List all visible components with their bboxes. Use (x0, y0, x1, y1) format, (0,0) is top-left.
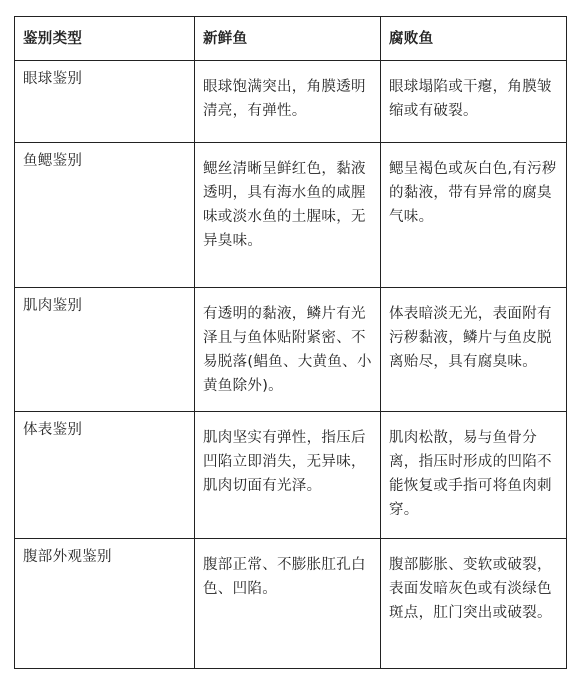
row-fresh-cell: 肌肉坚实有弹性，指压后凹陷立即消失，无异味，肌肉切面有光泽。 (195, 412, 381, 539)
table-row (15, 539, 567, 669)
row-type-cell: 鱼鳃鉴别 (15, 143, 195, 288)
table-row (15, 288, 567, 412)
row-spoiled-cell: 肌肉松散，易与鱼骨分离，指压时形成的凹陷不能恢复或手指可将鱼肉刺穿。 (381, 412, 567, 539)
table-row (15, 143, 567, 288)
table-row (15, 412, 567, 539)
table-row (15, 61, 567, 143)
row-spoiled-cell: 体表暗淡无光，表面附有污秽黏液，鳞片与鱼皮脱离贻尽，具有腐臭味。 (381, 288, 567, 412)
row-type-cell: 体表鉴别 (15, 412, 195, 539)
fish-freshness-table (14, 16, 567, 669)
row-fresh-cell: 腹部正常、不膨胀肛孔白色、凹陷。 (195, 539, 381, 669)
row-fresh-cell: 眼球饱满突出，角膜透明清亮，有弹性。 (195, 61, 381, 143)
row-type-cell: 肌肉鉴别 (15, 288, 195, 412)
row-type-cell: 腹部外观鉴别 (15, 539, 195, 669)
row-fresh-cell: 有透明的黏液，鳞片有光泽且与鱼体贴附紧密、不易脱落(鲳鱼、大黄鱼、小黄鱼除外)。 (195, 288, 381, 412)
row-fresh-cell: 鳃丝清晰呈鲜红色，黏液透明，具有海水鱼的咸腥味或淡水鱼的土腥味，无异臭味。 (195, 143, 381, 288)
header-type: 鉴别类型 (15, 17, 195, 61)
row-type-cell: 眼球鉴别 (15, 61, 195, 143)
header-fresh: 新鲜鱼 (195, 17, 381, 61)
header-spoiled: 腐败鱼 (381, 17, 567, 61)
row-spoiled-cell: 鳃呈褐色或灰白色,有污秽的黏液，带有异常的腐臭气味。 (381, 143, 567, 288)
table-header-row (15, 17, 567, 61)
row-spoiled-cell: 腹部膨胀、变软或破裂，表面发暗灰色或有淡绿色斑点，肛门突出或破裂。 (381, 539, 567, 669)
row-spoiled-cell: 眼球塌陷或干瘪，角膜皱缩或有破裂。 (381, 61, 567, 143)
